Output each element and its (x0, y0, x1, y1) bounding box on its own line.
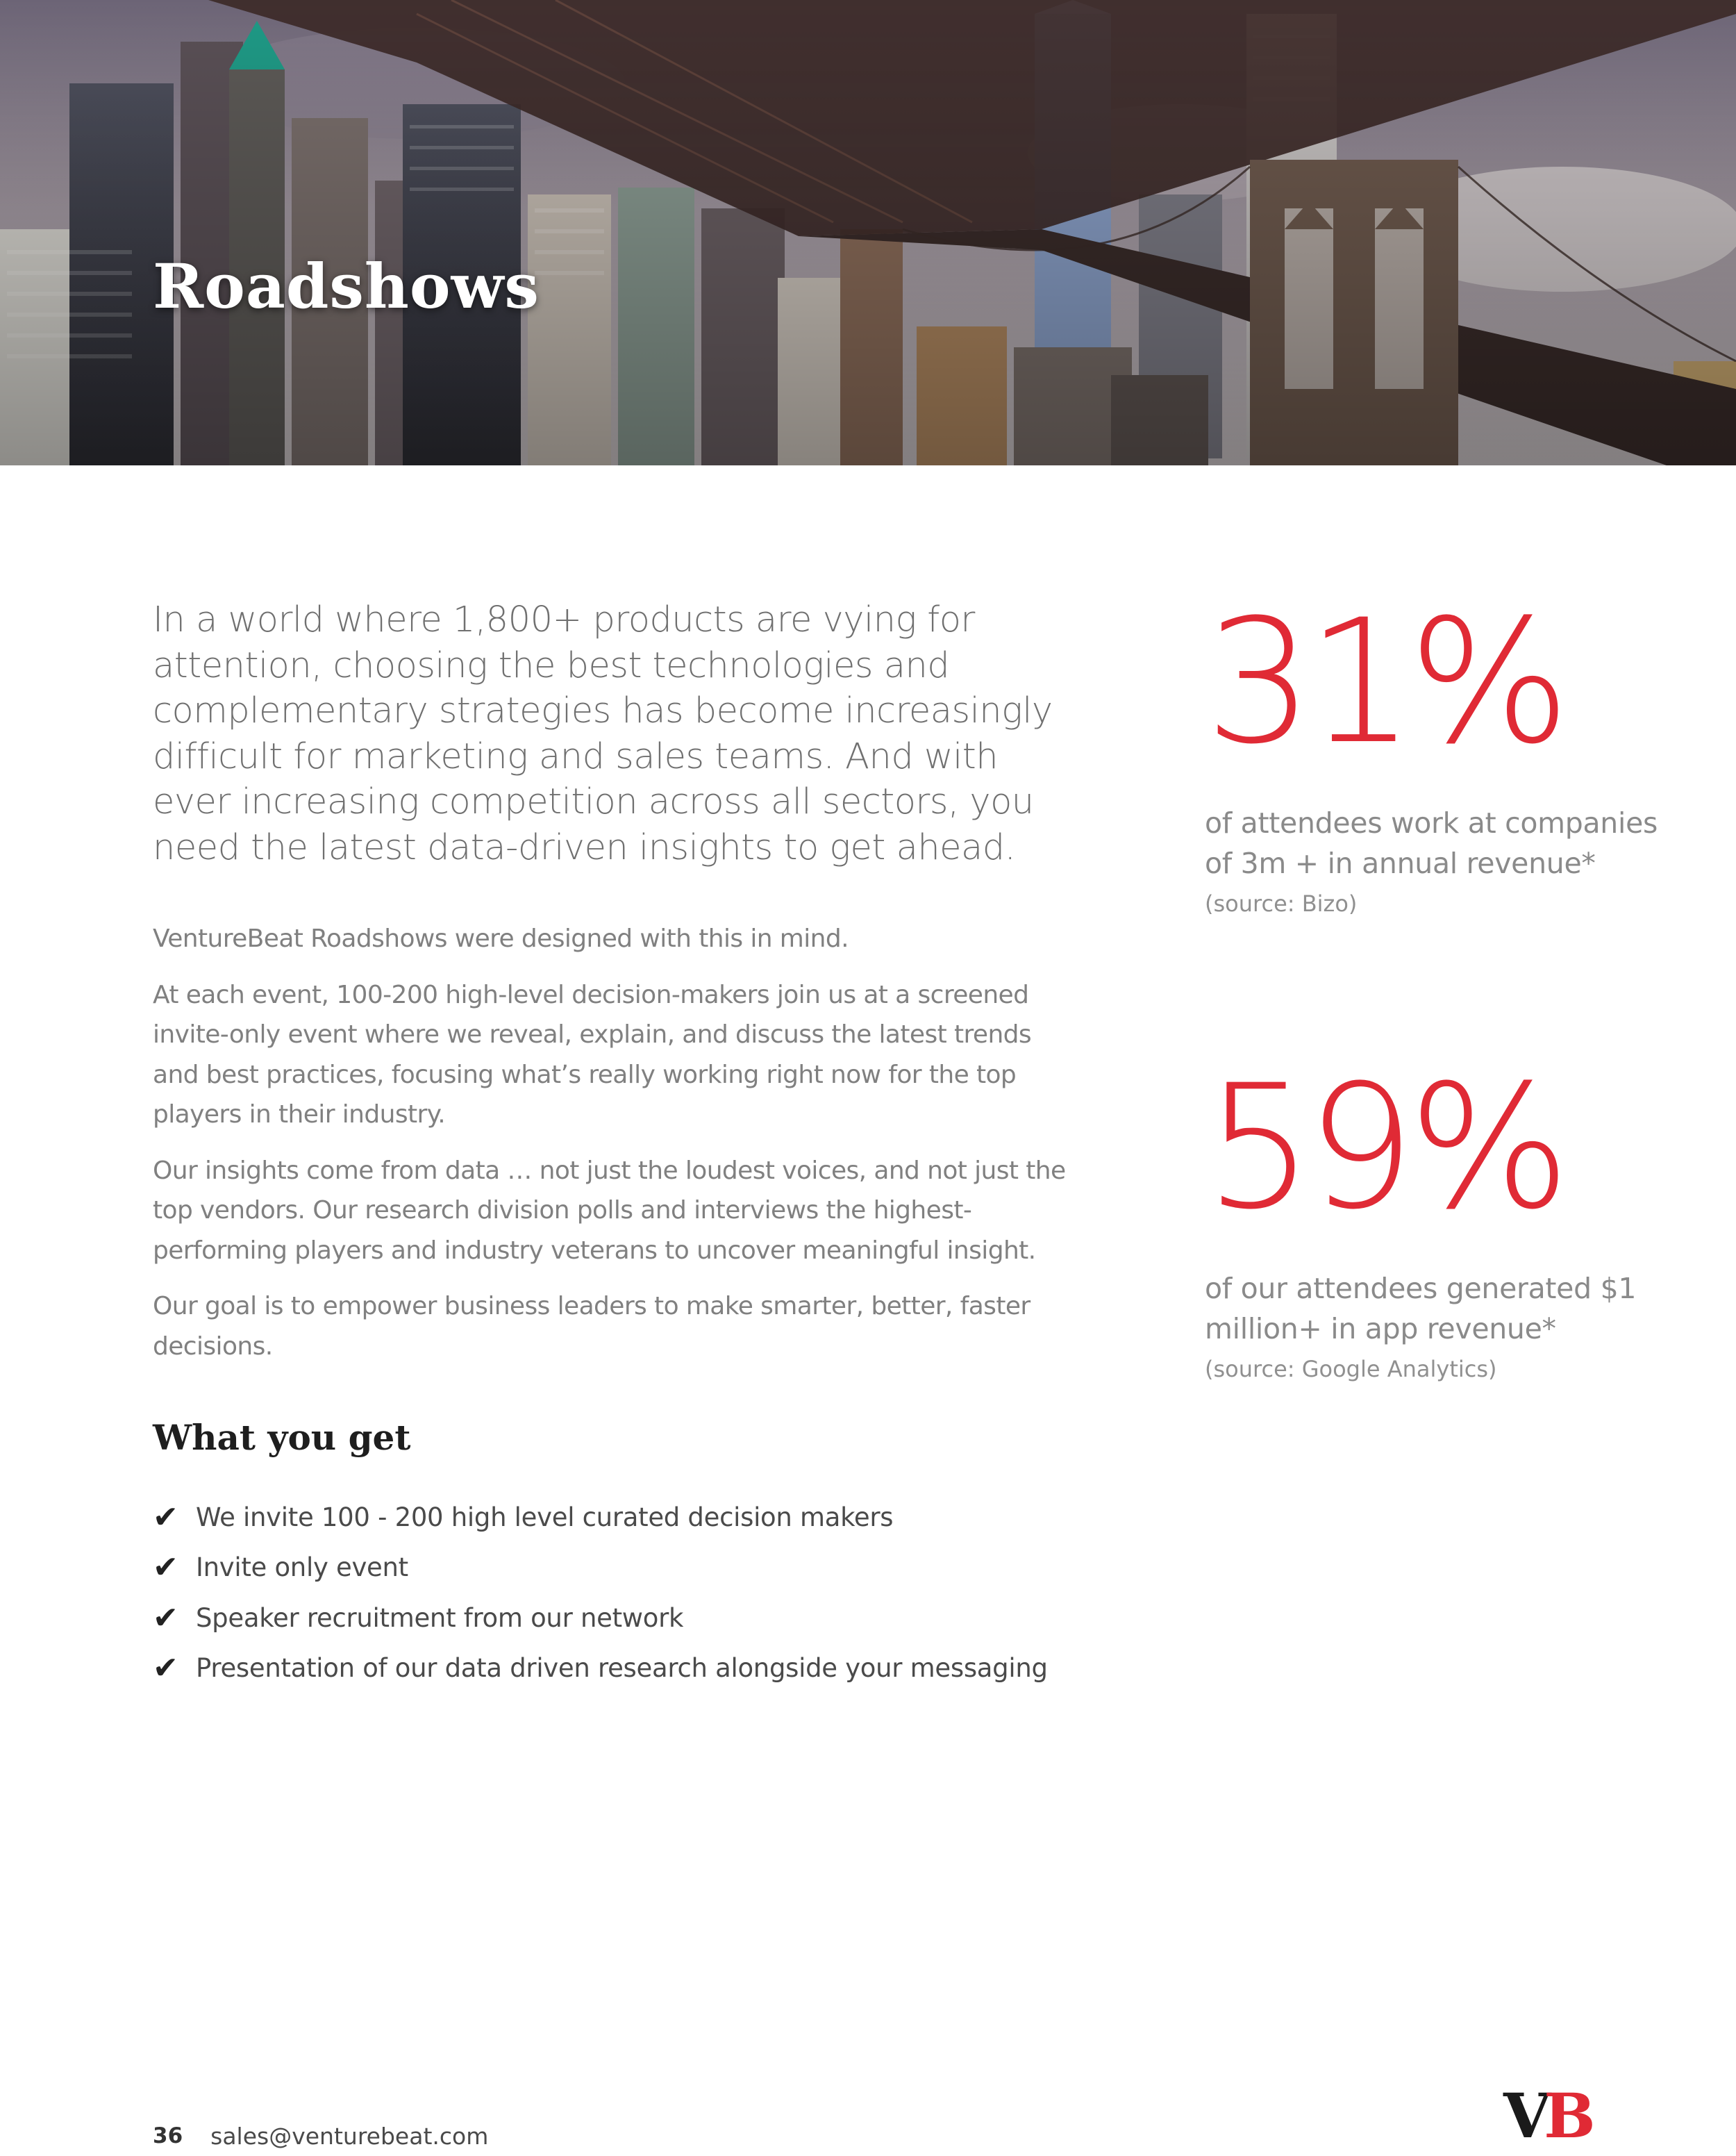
page-number: 36 (153, 2123, 183, 2148)
intro-lead: In a world where 1,800+ products are vying for attention, choosing the best technologies and complementary strategies has become increasingly difficult for marketing and sales teams. And with ever increasing competition across all sectors, you need the latest data-driven insights to get ahead. (153, 599, 1053, 868)
intro-paragraph: At each event, 100-200 high-level decision-makers join us at a screened invite-only event where we reveal, explain, and discuss the latest trends and best practices, focusing what’s really working right now for the top players in their industry. (153, 980, 1032, 1129)
logo-letter-b: B (1544, 2080, 1589, 2152)
stat-source: (source: Bizo) (1205, 890, 1358, 917)
list-item-text: Speaker recruitment from our network (196, 1602, 684, 1633)
list-item (153, 1593, 1048, 1643)
page-footer (153, 2118, 488, 2153)
stat-source: (source: Google Analytics) (1205, 1356, 1497, 1382)
check-icon: ✔ (153, 1600, 178, 1636)
stat-value: 59% (1205, 1049, 1564, 1247)
list-item-text: Presentation of our data driven research alongside your messaging (196, 1653, 1048, 1684)
stat-block-app-revenue (1205, 1049, 1691, 1389)
intro-paragraph: Our insights come from data … not just the loudest voices, and not just the top vendors. Our research division polls and interviews the highest-performing players and industry veterans to uncover meaningful insight. (153, 1156, 1066, 1265)
stat-description: of attendees work at companies of 3m + in annual revenue* (1205, 806, 1658, 880)
list-item-text: Invite only event (196, 1552, 408, 1583)
list-item (153, 1492, 1048, 1543)
list-item-text: We invite 100 - 200 high level curated decision makers (196, 1502, 894, 1532)
city-skyline-bridge-photo (0, 0, 1736, 465)
intro-body (153, 919, 1083, 1382)
stat-block-revenue (1205, 583, 1691, 924)
benefits-list (153, 1492, 1048, 1693)
venturebeat-logo (1503, 2080, 1589, 2152)
check-icon: ✔ (153, 1550, 178, 1586)
stat-description: of our attendees generated $1 million+ in app revenue* (1205, 1272, 1637, 1345)
contact-email[interactable]: sales@venturebeat.com (210, 2122, 489, 2150)
check-icon: ✔ (153, 1650, 178, 1686)
intro-paragraph: VentureBeat Roadshows were designed with this in mind. (153, 924, 849, 953)
intro-paragraph: Our goal is to empower business leaders to make smarter, better, faster decisions. (153, 1292, 1030, 1361)
page-title: Roadshows (153, 250, 540, 322)
list-item (153, 1543, 1048, 1593)
section-title: What you get (153, 1417, 411, 1458)
check-icon: ✔ (153, 1499, 178, 1535)
logo-letter-v: V (1503, 2080, 1544, 2152)
hero-banner (0, 0, 1736, 465)
list-item (153, 1643, 1048, 1694)
stat-value: 31% (1205, 583, 1564, 782)
